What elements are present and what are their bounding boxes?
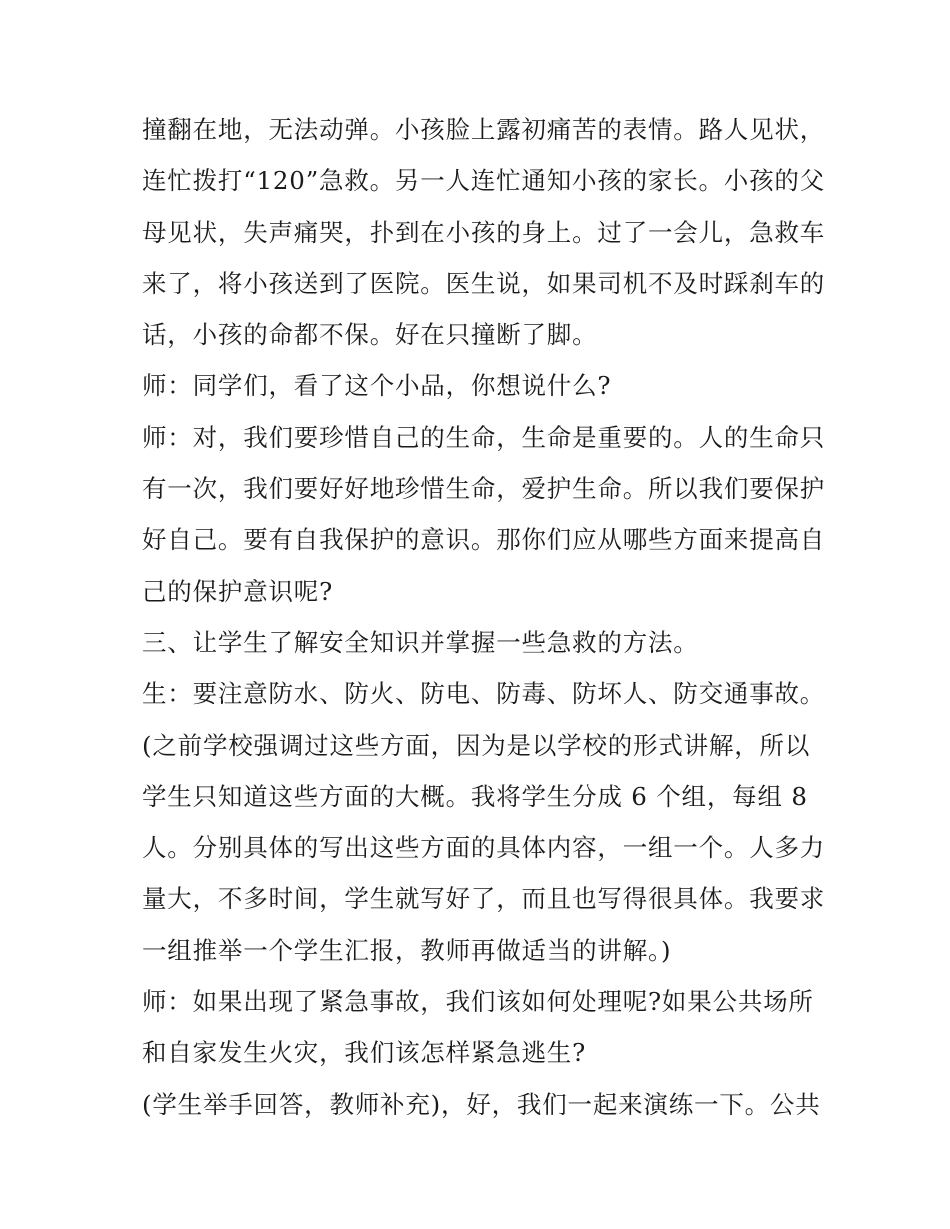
text-line: (之前学校强调过这些方面，因为是以学校的形式讲解，所以 [142, 730, 811, 760]
text-line: 有一次，我们要好好地珍惜生命，爱护生命。所以我们要保护 [142, 474, 826, 504]
text-line: 撞翻在地，无法动弹。小孩脸上露初痛苦的表情。路人见状， [142, 115, 826, 144]
text-line: 人。分别具体的写出这些方面的具体内容，一组一个。人多力 [142, 833, 826, 863]
text-line: 师：对，我们要珍惜自己的生命，生命是重要的。人的生命只 [142, 422, 826, 452]
text-line: 一组推举一个学生汇报，教师再做适当的讲解。) [142, 935, 672, 965]
text-line: 来了，将小孩送到了医院。医生说，如果司机不及时踩刹车的 [142, 268, 826, 298]
text-line: (学生举手回答，教师补充)，好，我们一起来演练一下。公共 [142, 1089, 821, 1119]
text-line: 师：如果出现了紧急事故，我们该如何处理呢?如果公共场所 [142, 987, 814, 1017]
text-line: 量大，不多时间，学生就写好了，而且也写得很具体。我要求 [142, 884, 826, 914]
text-line: 话，小孩的命都不保。好在只撞断了脚。 [142, 320, 598, 350]
section-heading: 三、让学生了解安全知识并掌握一些急救的方法。 [142, 627, 699, 657]
text-line: 学生只知道这些方面的大概。我将学生分成 6 个组，每组 8 [142, 781, 808, 811]
text-line: 生：要注意防水、防火、防电、防毒、防坏人、防交通事故。 [142, 679, 826, 709]
text-line: 和自家发生火灾，我们该怎样紧急逃生? [142, 1038, 587, 1068]
text-line: 母见状，失声痛哭，扑到在小孩的身上。过了一会儿，急救车 [142, 217, 826, 247]
text-line: 好自己。要有自我保护的意识。那你们应从哪些方面来提高自 [142, 525, 826, 555]
text-line: 己的保护意识呢? [142, 576, 334, 606]
text-line: 连忙拨打“120”急救。另一人连忙通知小孩的家长。小孩的父 [142, 166, 826, 196]
document-page [142, 104, 842, 1130]
text-line: 师：同学们，看了这个小品，你想说什么? [142, 371, 612, 401]
